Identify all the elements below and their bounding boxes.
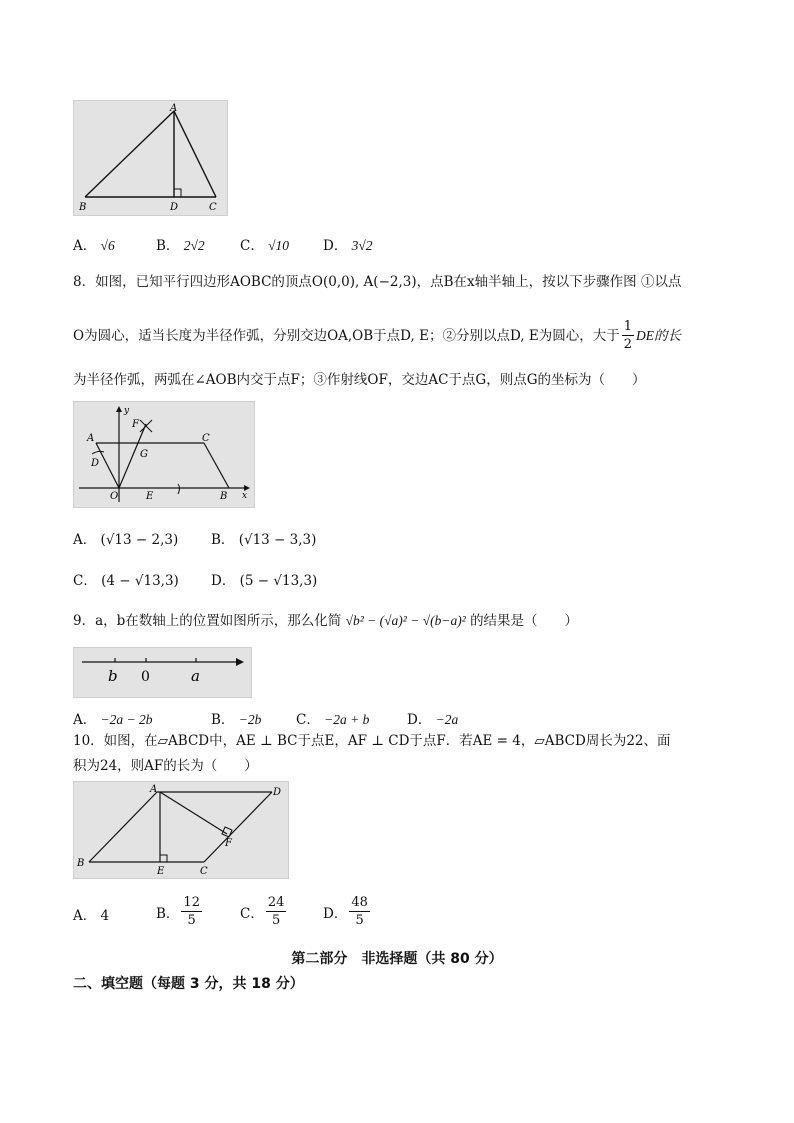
q7-option-c-letter: C． (240, 238, 264, 254)
q10-label-c: C (200, 866, 208, 877)
q10-stem-line-2: 积为24，则AF的长为（ ） (73, 758, 258, 774)
q7-option-c[interactable] (240, 234, 289, 254)
q8-stem-line-1: 8．如图，已知平行四边形AOBC的顶点O(0,0), A(−2,3)，点B在x轴半轴上，按以下步骤作图 ①以点 (73, 274, 682, 290)
q10-option-b-fraction (181, 894, 202, 929)
q8-stem-line-2a: O为圆心，适当长度为半径作弧，分别交边OA,OB于点D, E；②分别以点D, E为圆心，大于 (73, 327, 620, 344)
q7-label-d: D (170, 202, 179, 213)
q10-option-d-letter: D． (323, 905, 348, 922)
q7-option-d-letter: D． (323, 238, 348, 254)
q10-option-d[interactable] (323, 894, 372, 929)
q8-option-d-value: (5 − √13,3) (239, 573, 318, 589)
q7-option-a[interactable] (73, 234, 115, 254)
q8-option-a[interactable] (73, 528, 178, 548)
q8-label-f: F (132, 419, 139, 430)
q7-option-a-value: √6 (100, 238, 115, 253)
q10-option-c[interactable] (240, 894, 288, 929)
part-two-title: 第二部分 非选择题（共 80 分） (291, 951, 503, 967)
q9-option-a-letter: A． (73, 712, 97, 728)
q10-option-d-denominator: 5 (355, 913, 364, 928)
q7-option-c-value: √10 (268, 238, 290, 253)
q8-parallelogram-svg (74, 402, 254, 507)
q9-label-b: b (108, 667, 118, 685)
q7-label-c: C (209, 202, 217, 213)
q8-label-a: A (87, 433, 95, 444)
q10-label-b: B (77, 858, 85, 869)
q8-label-d: D (91, 458, 100, 469)
q10-option-c-numerator: 24 (267, 895, 285, 910)
q8-option-d-letter: D． (211, 573, 236, 589)
q8-label-o: O (110, 491, 119, 502)
q8-option-c-value: (4 − √13,3) (101, 573, 179, 589)
q8-parallelogram-figure (73, 401, 255, 508)
q10-label-f: F (225, 838, 232, 849)
q9-stem-part-2: 的结果是（ ） (470, 613, 579, 629)
q10-option-b[interactable] (156, 894, 204, 929)
q7-option-b-letter: B． (156, 238, 180, 254)
q9-option-b-value: −2b (238, 712, 262, 727)
q9-option-d[interactable] (407, 708, 458, 728)
q10-option-c-letter: C． (240, 905, 264, 922)
q9-label-a: a (191, 667, 200, 685)
q10-option-c-denominator: 5 (271, 913, 281, 928)
q9-number-line-svg (74, 648, 251, 697)
q10-option-a[interactable] (73, 904, 109, 924)
q10-label-e: E (157, 866, 165, 877)
q10-stem-line-1: 10．如图，在▱ABCD中，AE ⊥ BC于点E，AF ⊥ CD于点F．若AE = 4，▱ABCD周长为22、面 (73, 733, 671, 749)
q10-option-d-numerator: 48 (351, 895, 368, 910)
q8-option-c[interactable] (73, 569, 179, 589)
q7-triangle-svg (74, 101, 227, 215)
q8-option-b-value: (√13 − 3,3) (238, 532, 317, 548)
q8-fraction-numerator: 1 (623, 319, 633, 334)
q8-label-c: C (202, 433, 210, 444)
q7-label-b: B (79, 202, 87, 213)
q8-stem-line-2b: DE的长 (636, 327, 682, 343)
q9-option-c-letter: C． (296, 712, 320, 728)
q7-option-b-value: 2√2 (183, 238, 205, 253)
q8-option-d[interactable] (211, 569, 317, 589)
q9-stem (73, 612, 578, 630)
q8-half-fraction (622, 318, 634, 353)
q10-option-b-denominator: 5 (187, 913, 196, 928)
q8-label-x: x (242, 491, 248, 501)
q10-option-c-fraction (266, 894, 287, 929)
q8-stem-line-2 (73, 318, 681, 353)
q7-option-a-letter: A． (73, 238, 97, 254)
q9-stem-part-1: 9．a，b在数轴上的位置如图所示，那么化简 (73, 613, 342, 629)
q8-option-a-letter: A． (73, 532, 97, 548)
q8-label-e: E (146, 491, 154, 502)
q7-triangle-figure (73, 100, 228, 216)
q9-option-b[interactable] (211, 708, 261, 728)
q10-option-a-value: 4 (100, 908, 110, 924)
q9-number-line-figure (73, 647, 252, 698)
q7-label-a: A (170, 103, 178, 114)
q9-option-d-letter: D． (407, 712, 432, 728)
q8-option-b-letter: B． (211, 532, 235, 548)
q8-fraction-denominator: 2 (623, 337, 633, 352)
q8-label-g: G (140, 449, 148, 460)
section-two-title: 二、填空题（每题 3 分，共 18 分） (73, 976, 304, 992)
q8-option-b[interactable] (211, 528, 316, 548)
q10-option-a-letter: A． (73, 908, 97, 924)
q8-label-b: B (220, 491, 228, 502)
q8-stem-line-3: 为半径作弧，两弧在∠AOB内交于点F；③作射线OF，交边AC于点G，则点G的坐标为（ ） (73, 372, 646, 388)
q10-parallelogram-svg (74, 782, 288, 878)
q10-option-b-letter: B． (156, 905, 180, 922)
q8-option-a-value: (√13 − 2,3) (100, 532, 179, 548)
q9-option-b-letter: B． (211, 712, 235, 728)
q9-option-c[interactable] (296, 708, 369, 728)
q8-label-y: y (124, 406, 130, 416)
q8-option-c-letter: C． (73, 573, 97, 589)
q10-parallelogram-figure (73, 781, 289, 879)
q10-option-b-numerator: 12 (183, 895, 200, 910)
q10-label-a: A (150, 784, 158, 795)
q9-option-d-value: −2a (435, 712, 459, 727)
q10-label-d: D (273, 787, 282, 798)
q10-option-d-fraction (349, 894, 370, 929)
q9-expression: √b² − (√a)² − √(b−a)² (345, 613, 466, 628)
q7-option-d[interactable] (323, 234, 373, 254)
q7-option-b[interactable] (156, 234, 205, 254)
q9-option-a[interactable] (73, 708, 153, 728)
q9-label-zero: 0 (141, 669, 150, 685)
q9-option-a-value: −2a − 2b (100, 712, 153, 727)
q9-option-c-value: −2a + b (324, 712, 370, 727)
q7-option-d-value: 3√2 (351, 238, 373, 253)
